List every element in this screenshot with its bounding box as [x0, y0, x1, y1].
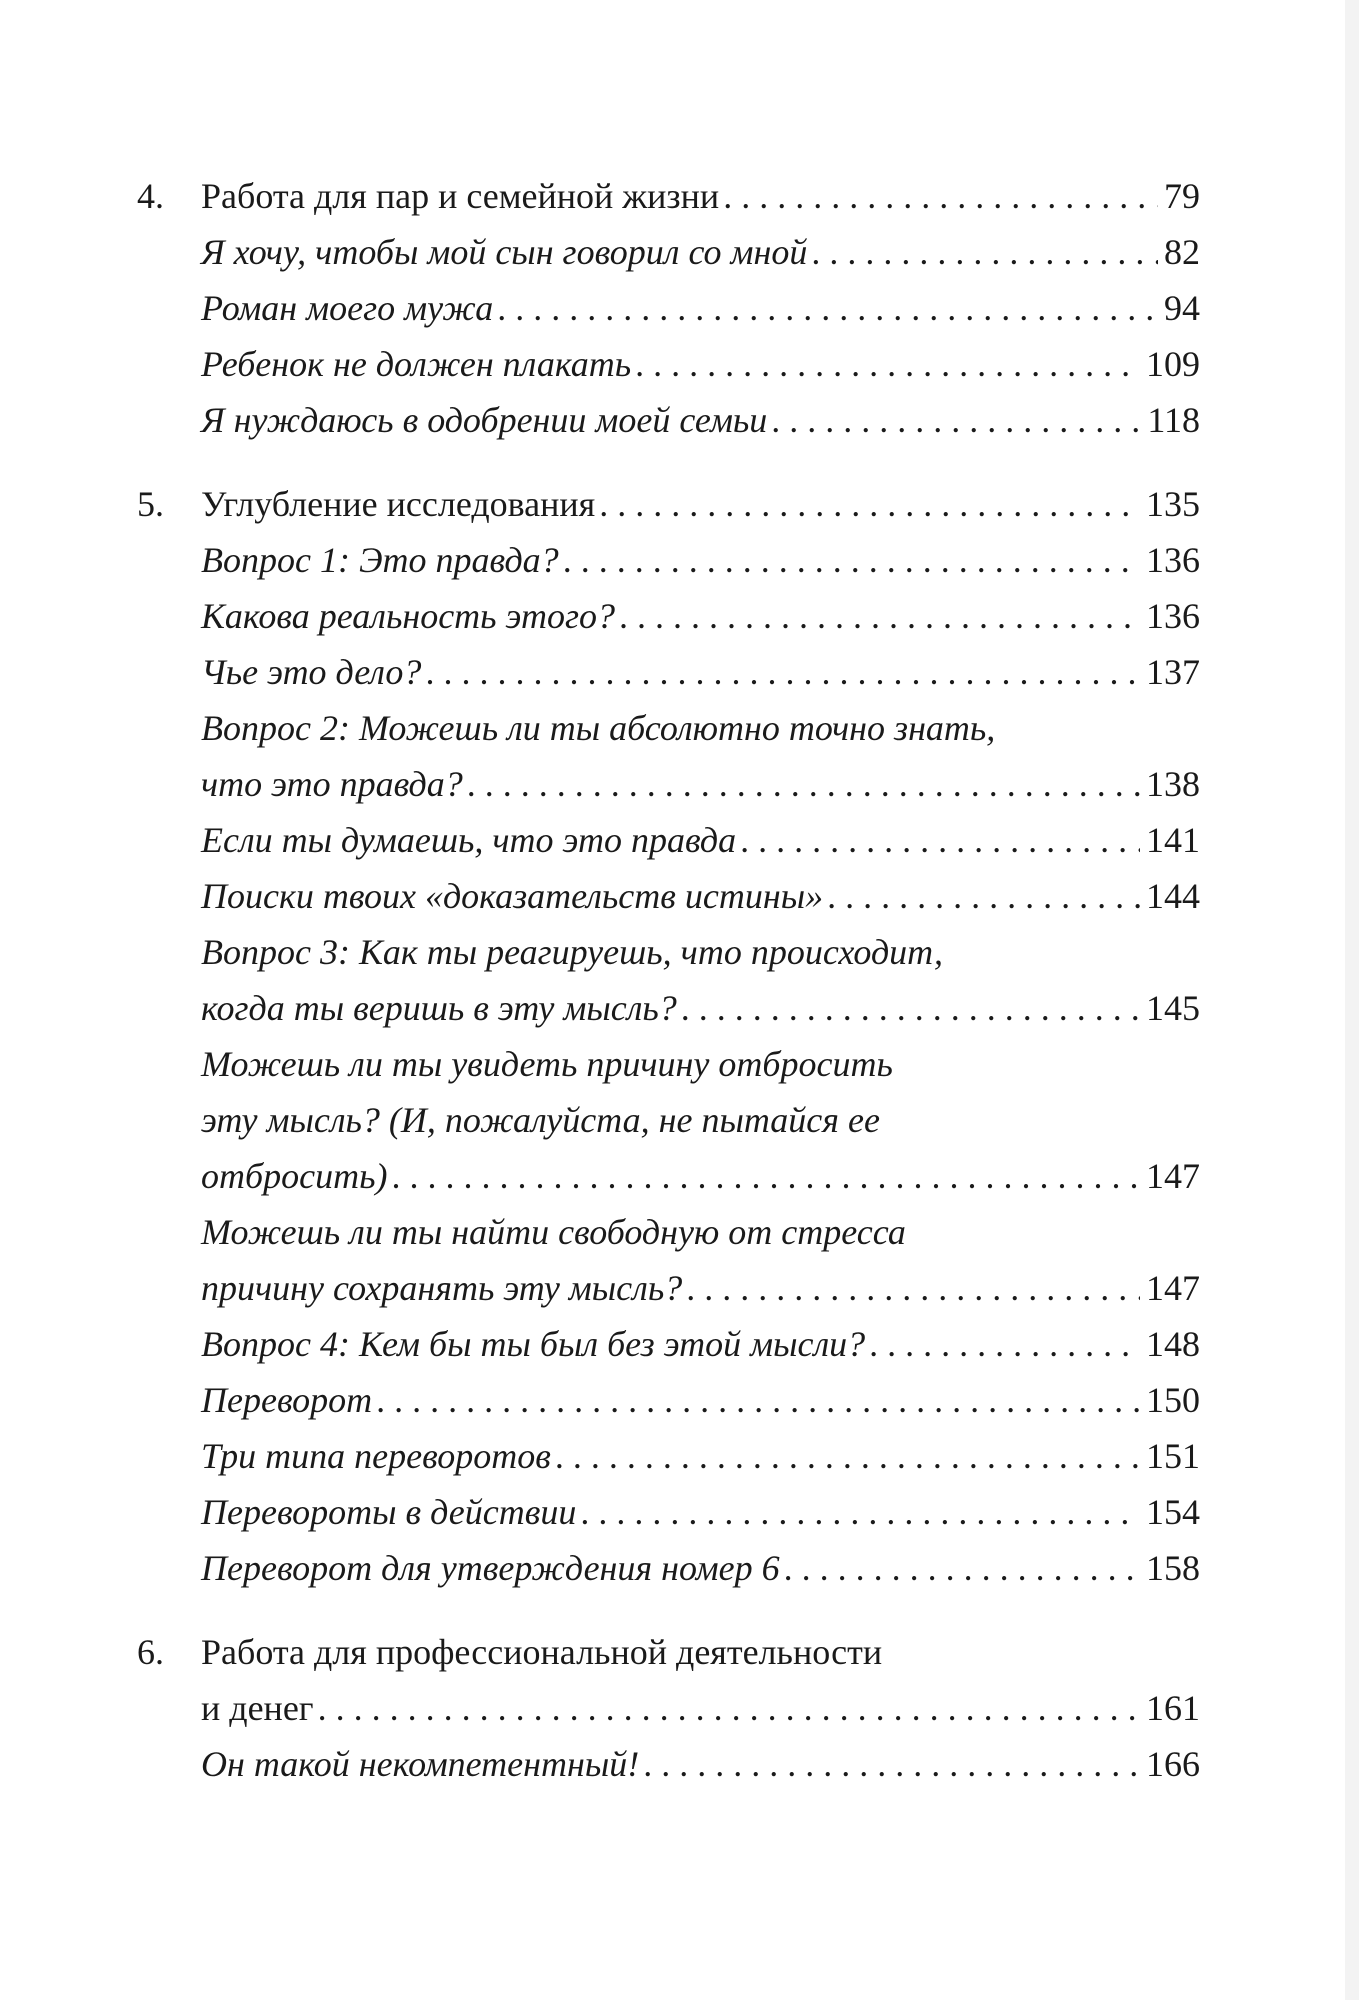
entry-title: причину сохранять эту мысль? [201, 1268, 683, 1308]
toc-entry[interactable] [137, 336, 1200, 392]
page-number: 154 [1146, 1492, 1200, 1532]
toc-entry[interactable] [137, 280, 1200, 336]
page-edge [1345, 0, 1359, 2000]
page-number: 151 [1146, 1436, 1200, 1476]
toc-entry-continuation[interactable] [137, 700, 1200, 756]
entry-title: Ребенок не должен плакать [201, 344, 632, 384]
chapter-6 [137, 1624, 1200, 1792]
dot-leader [599, 476, 1140, 532]
dot-leader [740, 812, 1140, 868]
toc-entry-continuation[interactable] [137, 1204, 1200, 1260]
entry-title-line: Вопрос 2: Можешь ли ты абсолютно точно знать, [201, 708, 996, 748]
toc-entry[interactable] [137, 1484, 1200, 1540]
entry-title: Перевороты в действии [201, 1492, 577, 1532]
page-number: 161 [1146, 1688, 1200, 1728]
toc-entry[interactable] [137, 1372, 1200, 1428]
entry-title: отбросить) [201, 1156, 388, 1196]
entry-title-line: эту мысль? (И, пожалуйста, не пытайся ее [201, 1100, 880, 1140]
chapter-title: Углубление исследования [201, 484, 596, 524]
dot-leader [555, 1428, 1140, 1484]
toc-entry[interactable] [137, 1428, 1200, 1484]
chapter-heading-continuation[interactable] [137, 1680, 1200, 1736]
entry-title: что это правда? [201, 764, 463, 804]
entry-title: Какова реальность этого? [201, 596, 615, 636]
page-number: 109 [1146, 344, 1200, 384]
toc-entry-continuation[interactable] [137, 1036, 1200, 1092]
page-number: 79 [1164, 176, 1200, 216]
entry-title: Чье это дело? [201, 652, 422, 692]
entry-title: Поиски твоих «доказательств истины» [201, 876, 824, 916]
page-number: 138 [1146, 764, 1200, 804]
toc-entry[interactable] [137, 644, 1200, 700]
toc-entry[interactable] [137, 224, 1200, 280]
chapter-title: и денег [201, 1688, 314, 1728]
page-number: 158 [1146, 1548, 1200, 1588]
dot-leader [681, 980, 1140, 1036]
chapter-heading[interactable] [137, 1624, 1200, 1680]
chapter-title-line: Работа для профессиональной деятельности [201, 1632, 883, 1672]
entry-title: Три типа переворотов [201, 1436, 551, 1476]
toc-entry-continuation[interactable] [137, 924, 1200, 980]
dot-leader [784, 1540, 1140, 1596]
table-of-contents [137, 168, 1200, 1820]
toc-entry[interactable] [137, 1260, 1200, 1316]
toc-entry[interactable] [137, 1540, 1200, 1596]
entry-title: Вопрос 4: Кем бы ты был без этой мысли? [201, 1324, 866, 1364]
page-number: 135 [1146, 484, 1200, 524]
dot-leader [771, 392, 1141, 448]
dot-leader [376, 1372, 1140, 1428]
entry-title: Переворот для утверждения номер 6 [201, 1548, 780, 1588]
dot-leader [723, 168, 1158, 224]
entry-title: Вопрос 1: Это правда? [201, 540, 559, 580]
page-number: 148 [1146, 1324, 1200, 1364]
chapter-4 [137, 168, 1200, 448]
entry-title: Роман моего мужа [201, 288, 494, 328]
entry-title: когда ты веришь в эту мысль? [201, 988, 677, 1028]
entry-title: Я хочу, чтобы мой сын говорил со мной [201, 232, 808, 272]
dot-leader [643, 1736, 1140, 1792]
page-number: 82 [1164, 232, 1200, 272]
page-number: 147 [1146, 1156, 1200, 1196]
dot-leader [635, 336, 1140, 392]
dot-leader [686, 1260, 1140, 1316]
chapter-number: 6. [137, 1632, 164, 1672]
dot-leader [425, 644, 1140, 700]
chapter-5 [137, 476, 1200, 1596]
page-number: 118 [1147, 400, 1200, 440]
page-number: 136 [1146, 596, 1200, 636]
dot-leader [497, 280, 1158, 336]
toc-entry[interactable] [137, 1316, 1200, 1372]
chapter-heading[interactable] [137, 168, 1200, 224]
dot-leader [318, 1680, 1140, 1736]
toc-entry[interactable] [137, 756, 1200, 812]
dot-leader [563, 532, 1140, 588]
page-number: 144 [1146, 876, 1200, 916]
toc-entry-continuation[interactable] [137, 1092, 1200, 1148]
dot-leader [467, 756, 1140, 812]
toc-entry[interactable] [137, 980, 1200, 1036]
dot-leader [811, 224, 1158, 280]
toc-entry[interactable] [137, 812, 1200, 868]
entry-title: Он такой некомпетентный! [201, 1744, 640, 1784]
page-number: 141 [1146, 820, 1200, 860]
page-number: 136 [1146, 540, 1200, 580]
page-number: 147 [1146, 1268, 1200, 1308]
toc-entry[interactable] [137, 1736, 1200, 1792]
toc-entry[interactable] [137, 532, 1200, 588]
entry-title-line: Можешь ли ты найти свободную от стресса [201, 1212, 906, 1252]
dot-leader [391, 1148, 1140, 1204]
page-number: 145 [1146, 988, 1200, 1028]
page-number: 137 [1146, 652, 1200, 692]
entry-title: Переворот [201, 1380, 373, 1420]
entry-title: Я нуждаюсь в одобрении моей семьи [201, 400, 768, 440]
toc-entry[interactable] [137, 588, 1200, 644]
page-number: 94 [1164, 288, 1200, 328]
dot-leader [619, 588, 1140, 644]
entry-title-line: Вопрос 3: Как ты реагируешь, что происходит, [201, 932, 944, 972]
chapter-heading[interactable] [137, 476, 1200, 532]
dot-leader [869, 1316, 1140, 1372]
page-number: 166 [1146, 1744, 1200, 1784]
chapter-number: 5. [137, 484, 164, 524]
entry-title: Если ты думаешь, что это правда [201, 820, 737, 860]
dot-leader [580, 1484, 1140, 1540]
toc-entry[interactable] [137, 868, 1200, 924]
toc-entry[interactable] [137, 392, 1200, 448]
entry-title-line: Можешь ли ты увидеть причину отбросить [201, 1044, 893, 1084]
chapter-title: Работа для пар и семейной жизни [201, 176, 720, 216]
dot-leader [827, 868, 1140, 924]
chapter-number: 4. [137, 176, 164, 216]
page-number: 150 [1146, 1380, 1200, 1420]
toc-entry[interactable] [137, 1148, 1200, 1204]
